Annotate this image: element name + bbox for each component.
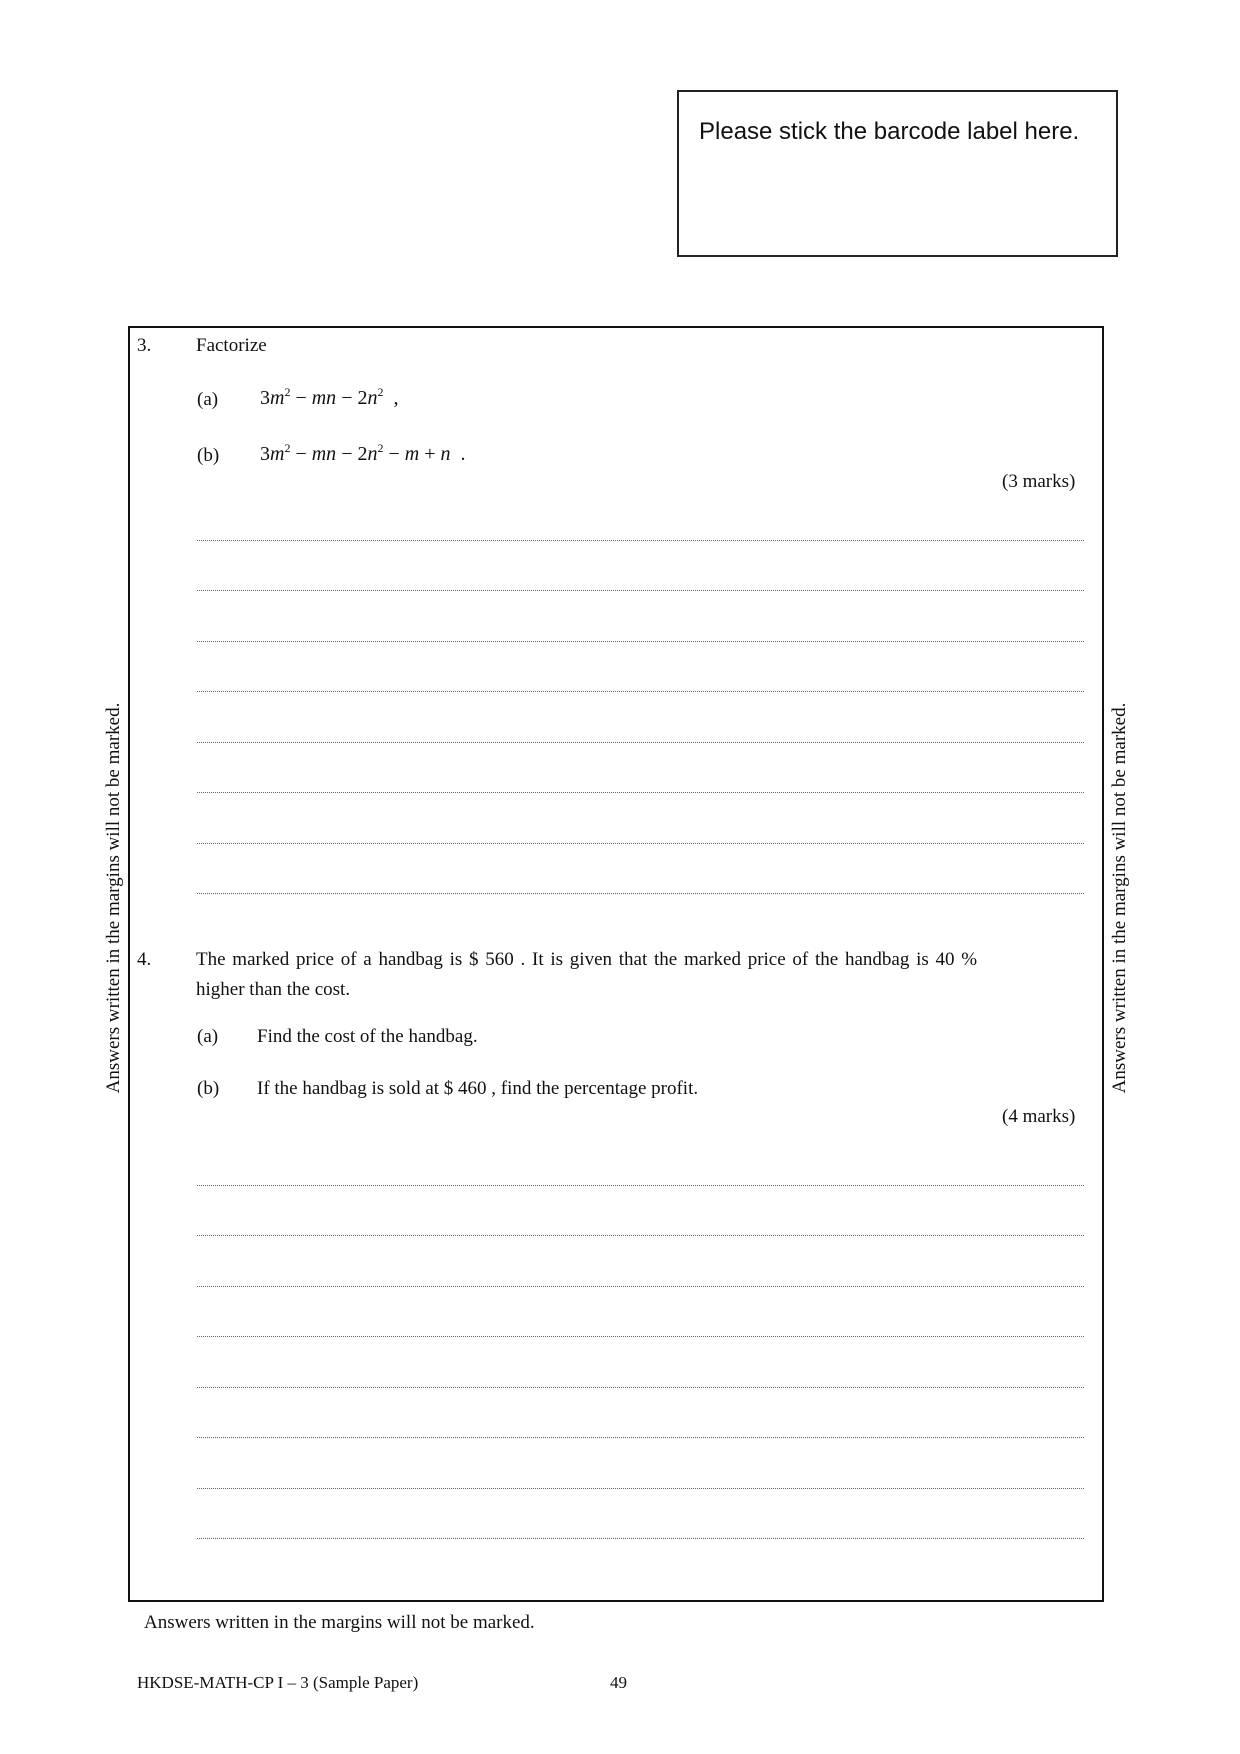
q4-b-label: (b) bbox=[197, 1078, 220, 1099]
q4-stem-line2: higher than the cost. bbox=[196, 979, 351, 1000]
q4-marks: (4 marks) bbox=[1002, 1106, 1076, 1127]
q4-a-text: Find the cost of the handbag. bbox=[257, 1026, 478, 1047]
q4-a-label: (a) bbox=[197, 1026, 219, 1047]
answer-line[interactable] bbox=[197, 792, 1084, 793]
answer-line[interactable] bbox=[197, 1185, 1084, 1186]
left-margin-note: Answers written in the margins will not be marked. bbox=[103, 702, 124, 1094]
barcode-label-text: Please stick the barcode label here. bbox=[699, 118, 1080, 145]
footer-page-number: 49 bbox=[610, 1673, 627, 1692]
bottom-margin-note: Answers written in the margins will not be marked. bbox=[144, 1612, 535, 1633]
answer-line[interactable] bbox=[197, 641, 1084, 642]
answer-line[interactable] bbox=[197, 1488, 1084, 1489]
q4-number: 4. bbox=[137, 949, 152, 970]
answer-line[interactable] bbox=[197, 1286, 1084, 1287]
right-margin-note: Answers written in the margins will not be marked. bbox=[1109, 702, 1130, 1094]
q4-stem-line1: The marked price of a handbag is $ 560 . It is given that the marked price of the handbag is 40 % bbox=[196, 949, 978, 970]
barcode-label-box bbox=[677, 90, 1118, 257]
q3-b-expression: $3m^2$ − mn − $2n^2 - m + n$ . bbox=[260, 441, 466, 465]
q3-a-label: (a) bbox=[197, 389, 219, 410]
answer-line[interactable] bbox=[197, 1387, 1084, 1388]
q3-stem: Factorize bbox=[196, 335, 267, 356]
answer-line[interactable] bbox=[197, 1235, 1084, 1236]
q3-number: 3. bbox=[137, 335, 152, 356]
answer-line[interactable] bbox=[197, 843, 1084, 844]
answer-line[interactable] bbox=[197, 742, 1084, 743]
q3-marks: (3 marks) bbox=[1002, 471, 1076, 492]
answer-line[interactable] bbox=[197, 1538, 1084, 1539]
answer-line[interactable] bbox=[197, 540, 1084, 541]
answer-line[interactable] bbox=[197, 1336, 1084, 1337]
footer-paper-code: HKDSE-MATH-CP I – 3 (Sample Paper) bbox=[137, 1673, 419, 1692]
answer-line[interactable] bbox=[197, 1437, 1084, 1438]
answer-line[interactable] bbox=[197, 590, 1084, 591]
q3-b-label: (b) bbox=[197, 445, 220, 466]
q3-a-expression: $3m^2$ − mn − $2n^2$ , bbox=[260, 385, 399, 409]
q4-b-text: If the handbag is sold at $ 460 , find the percentage profit. bbox=[257, 1078, 699, 1099]
answer-line[interactable] bbox=[197, 893, 1084, 894]
answer-line[interactable] bbox=[197, 691, 1084, 692]
